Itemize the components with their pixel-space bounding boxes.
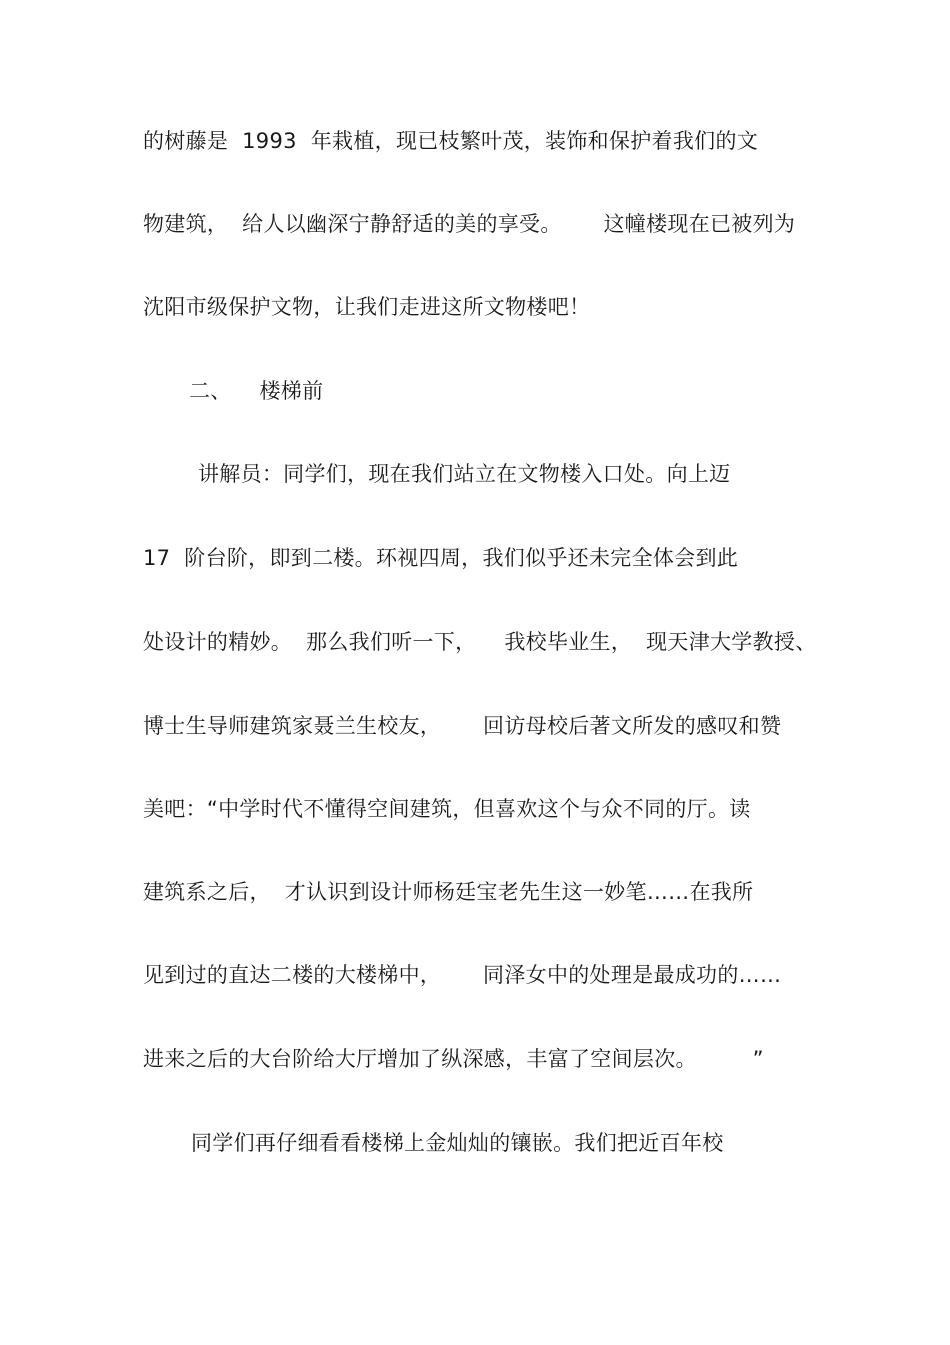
paragraph-line-3: 沈阳市级保护文物，让我们走进这所文物楼吧！ bbox=[143, 295, 591, 319]
paragraph-line-7: 处设计的精妙。 那么我们听一下， 我校毕业生， 现天津大学教授、 bbox=[143, 630, 817, 654]
section-heading: 二、 楼梯前 bbox=[189, 379, 324, 403]
paragraph-line-9: 美吧：“中学时代不懂得空间建筑，但喜欢这个与众不同的厅。读 bbox=[143, 797, 751, 821]
paragraph-line-8: 博士生导师建筑家聂兰生校友， 回访母校后著文所发的感叹和赞 bbox=[143, 714, 782, 738]
paragraph-line-12: 进来之后的大台阶给大厅增加了纵深感，丰富了空间层次。 ” bbox=[143, 1047, 764, 1071]
paragraph-line-6: 17 阶台阶，即到二楼。环视四周，我们似乎还未完全体会到此 bbox=[143, 546, 739, 570]
paragraph-line-10: 建筑系之后， 才认识到设计师杨廷宝老先生这一妙笔……在我所 bbox=[143, 880, 754, 904]
paragraph-line-13: 同学们再仔细看看楼梯上金灿灿的镶嵌。我们把近百年校 bbox=[191, 1131, 724, 1155]
paragraph-line-2: 物建筑， 给人以幽深宁静舒适的美的享受。 这幢楼现在已被列为 bbox=[143, 212, 796, 236]
paragraph-line-5: 讲解员：同学们，现在我们站立在文物楼入口处。向上迈 bbox=[191, 462, 731, 486]
paragraph-line-1: 的树藤是 1993 年栽植，现已枝繁叶茂，装饰和保护着我们的文 bbox=[143, 129, 759, 153]
paragraph-line-11: 见到过的直达二楼的大楼梯中， 同泽女中的处理是最成功的…… bbox=[143, 963, 782, 987]
